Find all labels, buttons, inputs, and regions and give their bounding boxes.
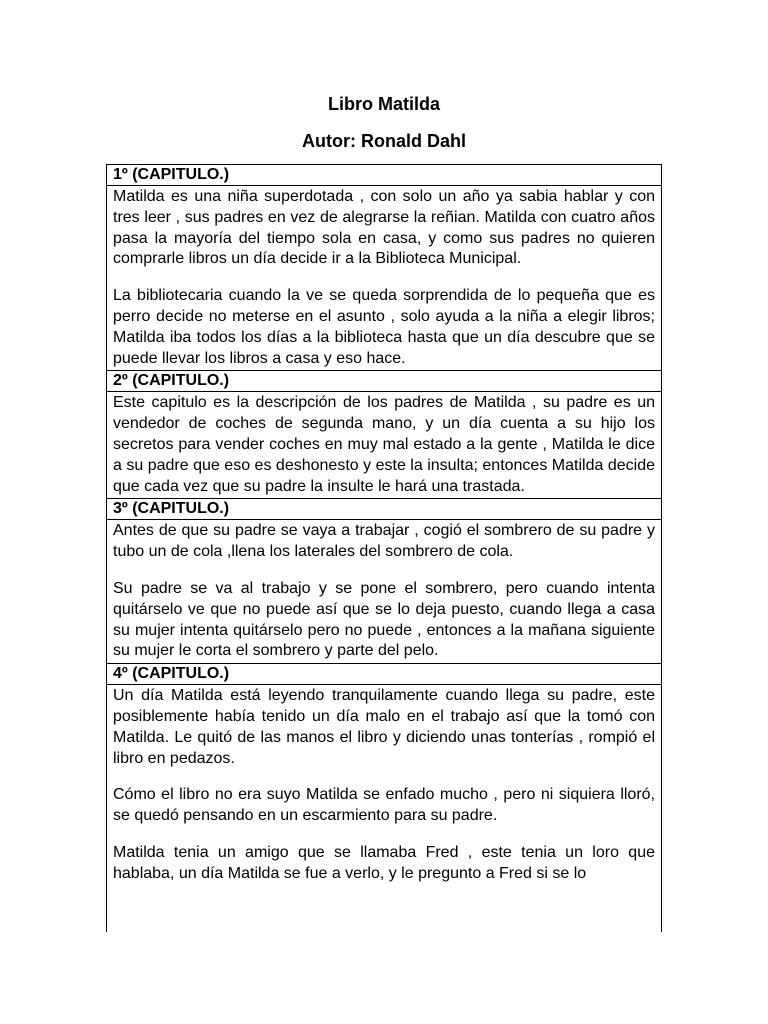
chapter-paragraph: Matilda es una niña superdotada , con solo un año ya sabia hablar y con tres leer , sus padres en vez de alegrarse la reñian. Matilda con cuatro años pasa la mayoría del tiempo sola en casa, y como sus padres no quieren comprarle libros un día decide ir a la Biblioteca Municipal.	[113, 188, 655, 268]
chapter-paragraph: Su padre se va al trabajo y se pone el sombrero, pero cuando intenta quitárselo ve que no puede así que se lo deja puesto, cuando llega a casa su mujer intenta quitárselo pero no puede , entonces a la mañana siguiente su mujer le corta el sombrero y parte del pelo.	[113, 579, 655, 660]
chapter-heading: 1º (CAPITULO.)	[107, 165, 661, 186]
chapter-paragraph: Antes de que su padre se vaya a trabajar , cogió el sombrero de su padre y tubo un de cola ,llena los laterales del sombrero de cola.	[113, 522, 655, 561]
chapter-paragraph: Este capitulo es la descripción de los padres de Matilda , su padre es un vendedor de coches de segunda mano, y un día cuenta a su hijo los secretos para vender coches en muy mal estado a la gente , Matilda le dice a su padre que eso es deshonesto y este la insulta; entonces Matilda decide que cada vez que su padre la insulte le hará una trastada.	[113, 394, 655, 495]
chapter-body	[107, 392, 661, 499]
chapters-table	[106, 164, 662, 932]
document-author: Autor: Ronald Dahl	[302, 131, 466, 151]
chapter-paragraph: Cómo el libro no era suyo Matilda se enfado mucho , pero ni siquiera lloró, se quedó pensando en un escarmiento para su padre.	[113, 786, 655, 825]
chapter-body	[107, 520, 661, 664]
chapter-heading: 2º (CAPITULO.)	[107, 371, 661, 392]
document-title: Libro Matilda	[328, 94, 440, 114]
chapter-heading: 4º (CAPITULO.)	[107, 664, 661, 685]
chapter-paragraph: La bibliotecaria cuando la ve se queda sorprendida de lo pequeña que es perro decide no meterse en el asunto , solo ayuda a la niña a elegir libros; Matilda iba todos los días a la biblioteca hasta que un día descubre que se puede llevar los libros a casa y eso hace.	[113, 287, 655, 367]
chapter-heading: 3º (CAPITULO.)	[107, 499, 661, 520]
chapter-body	[107, 685, 661, 885]
chapter-body	[107, 186, 661, 371]
chapter-paragraph: Matilda tenia un amigo que se llamaba Fred , este tenia un loro que hablaba, un día Matilda se fue a verlo, y le pregunto a Fred si se lo	[113, 843, 655, 882]
chapter-paragraph: Un día Matilda está leyendo tranquilamente cuando llega su padre, este posiblemente había tenido un día malo en el trabajo así que la tomó con Matilda. Le quitó de las manos el libro y diciendo unas tonterías , rompió el libro en pedazos.	[113, 687, 655, 767]
